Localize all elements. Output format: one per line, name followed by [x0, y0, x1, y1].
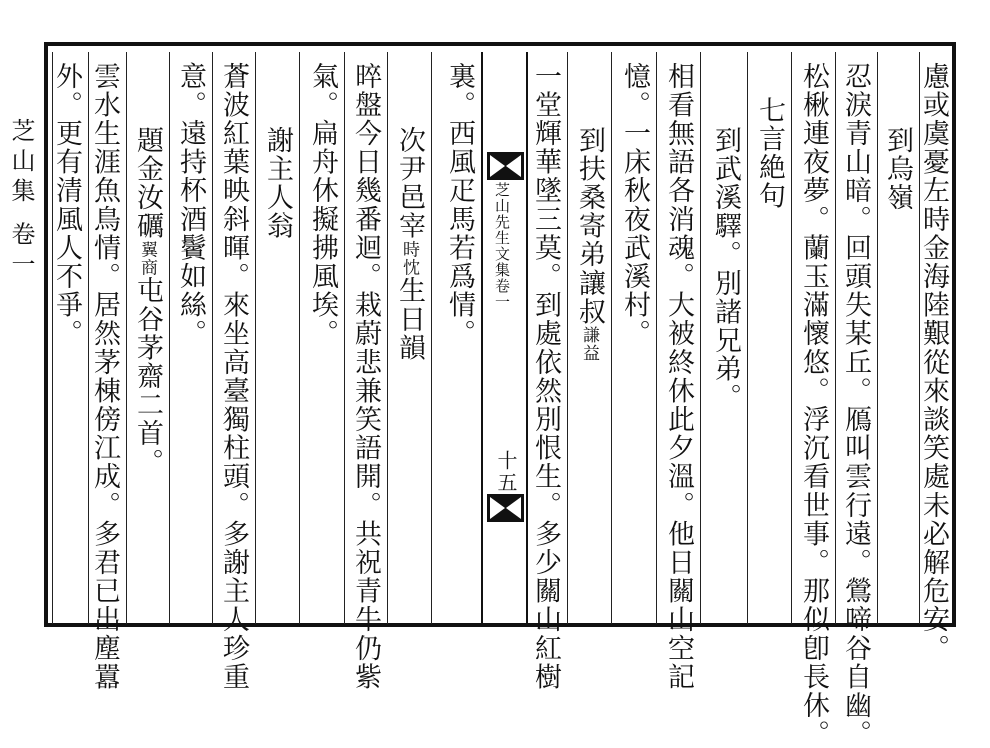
column-text: 雲水生涯魚鳥情。居然茅棟傍江成。多君已出塵囂 — [89, 62, 120, 692]
column-text: 外。更有清風人不爭。 — [51, 62, 82, 348]
text-column-4 — [791, 52, 835, 748]
page-number: 十五 — [494, 450, 518, 494]
column-text: 氣。扁舟休擬拂風埃。 — [307, 62, 338, 348]
text-column-9 — [567, 52, 611, 624]
text-column-11 — [431, 52, 481, 624]
text-column-14 — [299, 52, 344, 624]
text-column-5 — [747, 52, 791, 624]
column-text: 相看無語各消魂。大被終休此夕溫。他日關山空記 — [663, 62, 694, 692]
column-text: 慮或虞憂左時金海陸艱從來談笑處未必解危安。 — [918, 62, 949, 663]
column-text: 意。遠持杯酒鬢如絲。 — [175, 62, 206, 348]
poem-title: 題金汝礪翼商屯谷茅齋二首。 — [132, 126, 163, 477]
text-column-6 — [700, 52, 747, 624]
center-fold — [481, 52, 528, 624]
lower-fishtail-icon — [487, 494, 524, 522]
poem-title: 次尹邑宰時忱生日韻 — [394, 126, 425, 363]
center-book-title: 芝山先生文集卷一 — [493, 182, 511, 310]
annotation-note: 翼商 — [137, 240, 157, 277]
poem-title: 到扶桑寄弟讓叔謙益 — [574, 126, 605, 363]
text-column-8 — [611, 52, 656, 624]
text-column-17 — [169, 52, 212, 624]
poem-title: 到烏嶺 — [882, 126, 913, 212]
text-column-12 — [387, 52, 431, 624]
column-text: 晬盤今日幾番迴。栽蔚悲兼笑語開。共祝青牛仍紫 — [350, 62, 381, 692]
poem-title: 謝主人翁 — [262, 126, 293, 241]
text-column-18 — [126, 52, 169, 624]
text-column-15 — [255, 52, 299, 624]
column-text: 憶。一床秋夜武溪村。 — [619, 62, 650, 348]
text-column-16 — [212, 52, 255, 692]
upper-fishtail-icon — [487, 152, 524, 180]
text-column-10 — [522, 52, 567, 692]
text-column-19 — [88, 52, 126, 692]
column-text: 裏。西風疋馬若爲情。 — [444, 62, 475, 348]
column-text: 忍淚青山暗。回頭失某丘。鴈叫雲行遠。鶯啼谷自幽。 — [840, 62, 871, 748]
page-frame — [44, 42, 956, 748]
column-text: 松楸連夜夢。蘭玉滿懷悠。浮沉看世事。那似卽長休。 — [798, 62, 829, 748]
annotation-note: 謙益 — [579, 326, 599, 363]
text-column-1 — [918, 52, 955, 663]
column-text: 一堂輝華墜三莫。到處依然別恨生。多少關山紅樹 — [530, 62, 561, 692]
running-title: 芝山集 卷一 — [7, 118, 35, 282]
poem-title: 到武溪驛。別諸兄弟。 — [710, 126, 741, 412]
annotation-note: 時忱 — [399, 240, 419, 277]
text-column-7 — [656, 52, 700, 692]
text-column-13 — [344, 52, 387, 692]
column-text: 蒼波紅葉映斜暉。來坐高臺獨柱頭。多謝主人珍重 — [218, 62, 249, 692]
section-heading: 七言絶句 — [754, 96, 785, 211]
text-column-2 — [877, 52, 919, 624]
text-column-3 — [835, 52, 877, 748]
text-column-20 — [52, 52, 88, 624]
